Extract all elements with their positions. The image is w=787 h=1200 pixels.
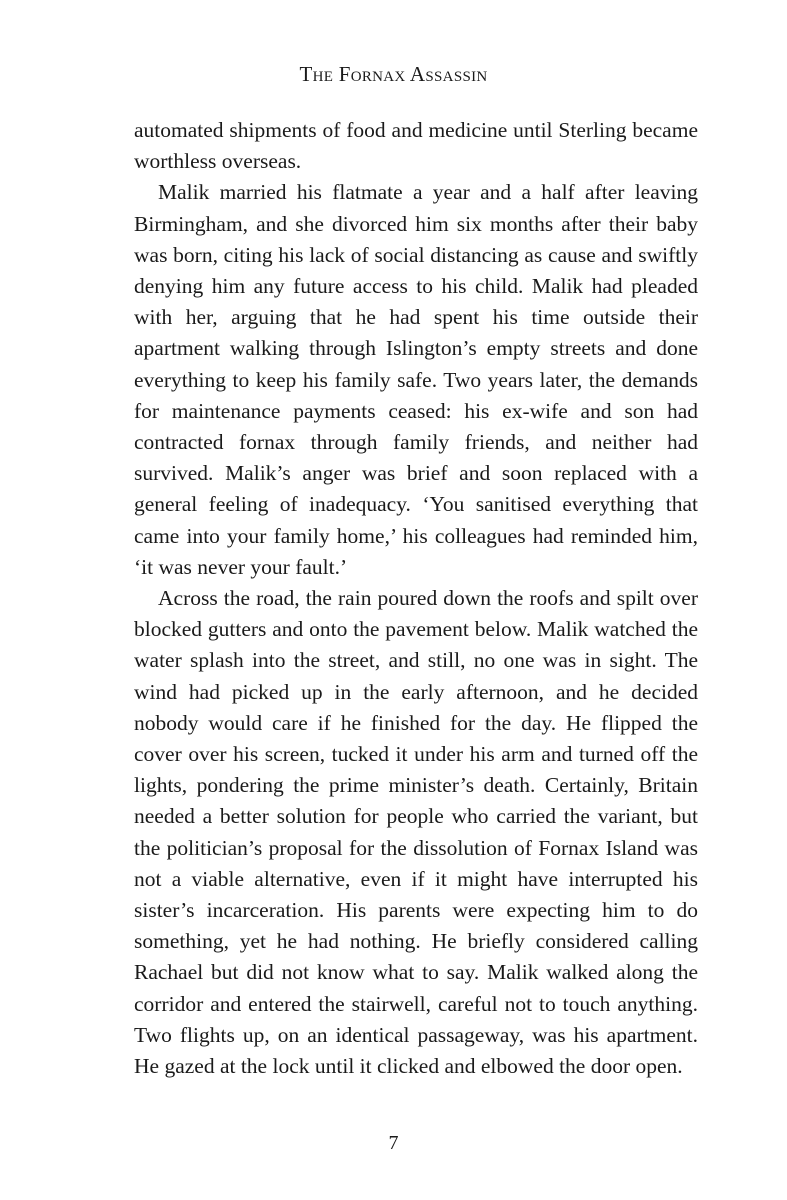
paragraph-malik-married: Malik married his flatmate a year and a half after leaving Birmingham, and she divorced him six months after their baby was born, citing his lack of social distancing as cause and swiftly denying him any future access to his child. Malik had pleaded with her, arguing that he had spent his time outside their apartment walking through Islington’s empty streets and done everything to keep his family safe. Two years later, the demands for maintenance payments ceased: his ex-wife and son had contracted fornax through family friends, and neither had survived. Malik’s anger was brief and soon replaced with a general feeling of inadequacy. ‘You sanitised everything that came into your family home,’ his colleagues had reminded him, ‘it was never your fault.’ bbox=[134, 180, 698, 579]
running-head-title: The Fornax Assassin bbox=[299, 62, 488, 86]
page-number: 7 bbox=[388, 1132, 399, 1154]
paragraph-continuation: automated shipments of food and medicine until Sterling became worthless overseas. bbox=[134, 118, 698, 174]
paragraph-across-the-road: Across the road, the rain poured down the roofs and spilt over blocked gutters and onto the pavement below. Malik watched the water splash into the street, and still, no one was in sight. The wind had picked up in the early afternoon, and he decided nobody would care if he finished for the day. He flipped the cover over his screen, tucked it under his arm and turned off the lights, pondering the prime minister’s death. Certainly, Britain needed a better solution for people who carried the variant, but the politician’s proposal for the dissolution of Fornax Island was not a viable alternative, even if it might have interrupted his sister’s incarceration. His parents were expecting him to do something, yet he had nothing. He briefly considered calling Rachael but did not know what to say. Malik walked along the corridor and entered the stairwell, careful not to touch anything. Two flights up, on an identical passageway, was his apartment. He gazed at the lock until it clicked and elbowed the door open. bbox=[134, 586, 698, 1079]
body-text bbox=[134, 115, 698, 1082]
